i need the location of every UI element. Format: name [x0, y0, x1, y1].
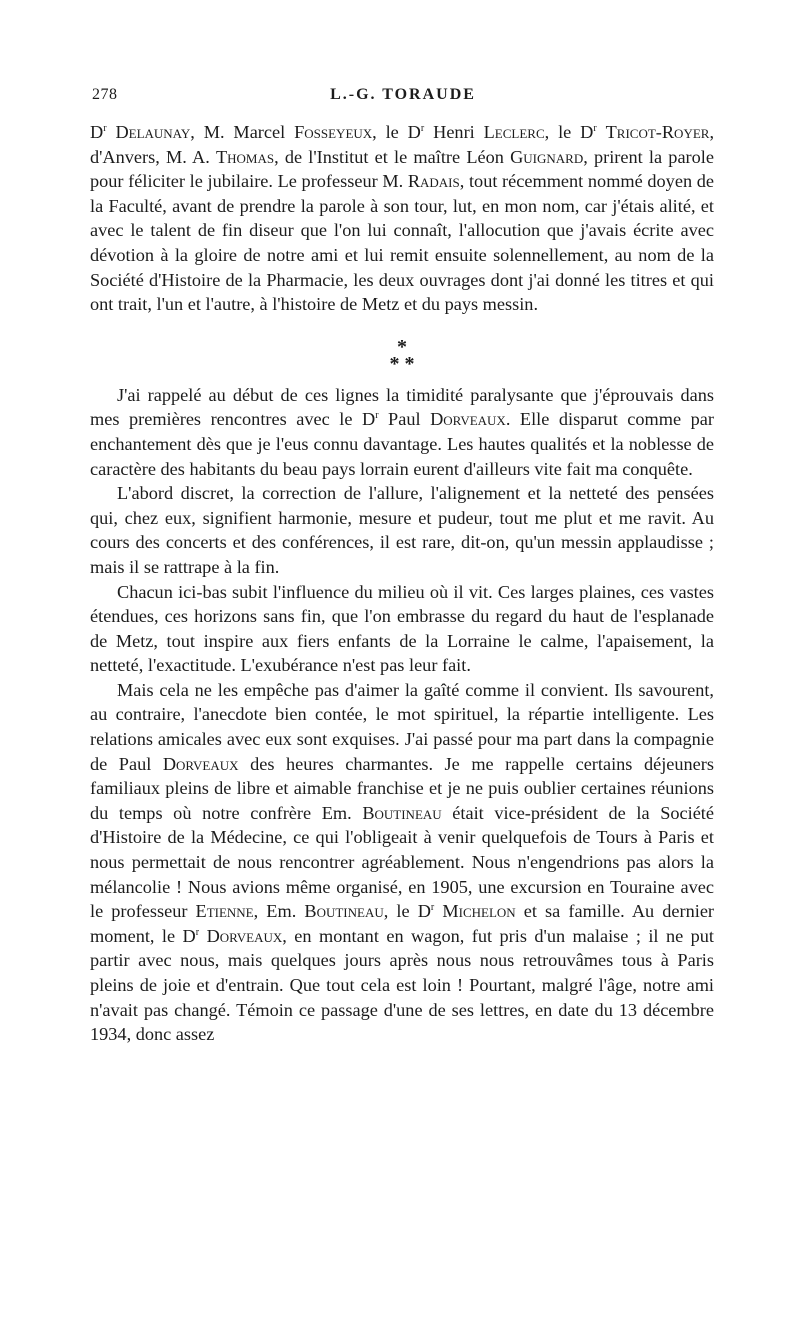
section-break-asterism	[90, 335, 714, 375]
paragraph-1: $D^r$ Delaunay, M. Marcel Fosseyeux, le $D^r$ Henri Leclerc, le $D^r$ Tricot-Royer, d'Anvers, M. A. Thomas, de l'Institut et le maître Léon Guignard, prirent la parole pour féliciter le jubilaire. Le professeur M. Radais, tout récemment nommé doyen de la Faculté, avant de prendre la parole à son tour, lut, en mon nom, car j'étais alité, et avec le talent de fin diseur que l'on lui connaît, l'allocution que j'avais écrite avec dévotion à la gloire de notre ami et lui remit ensuite solennellement, au nom de la Société d'Histoire de la Pharmacie, les deux ouvrages dont j'ai donné les titres et qui ont trait, l'un et l'autre, à l'histoire de Metz et du pays messin.	[90, 122, 715, 315]
paragraph-3: L'abord discret, la correction de l'allure, l'alignement et la netteté des pensées qui, chez eux, signifient harmonie, mesure et pudeur, tout me plut et me ravit. Au cours des concerts et des conférences, il est rare, dit-on, qu'un messin applaudisse ; mais il se rattrape à la fin.	[90, 483, 714, 577]
paragraph-5: Mais cela ne les empêche pas d'aimer la gaîté comme il convient. Ils savourent, au contraire, l'anecdote bien contée, le mot spirituel, la répartie intelligente. Les relations amicales avec eux sont exquises. J'ai passé pour ma part dans la compagnie de Paul Dorveaux des heures charmantes. Je me rappelle certains déjeuners familiaux pleins de libre et aimable franchise et je ne puis oublier certaines réunions du temps où notre confrère Em. Boutineau était vice-président de la Société d'Histoire de la Médecine, ce qui l'obligeait à venir quelquefois de Tours à Paris et nous permettait de nous rencontrer agréablement. Nous n'engendrions pas alors la mélancolie ! Nous avions même organisé, en 1905, une excursion en Touraine avec le professeur Etienne, Em. Boutineau, le $D^r$ Michelon et sa famille. Au dernier moment, le $D^r$ Dorveaux, en montant en wagon, fut pris d'un malaise ; il ne put partir avec nous, mais quelques jours après nous nous retrouvâmes tous à Paris pleins de joie et d'entrain. Que tout cela est loin ! Pourtant, malgré l'âge, notre ami n'avait pas changé. Témoin ce passage d'une de ses lettres, en date du 13 décembre 1934, donc assez	[90, 679, 715, 1045]
page-header	[92, 86, 714, 110]
page-number: 278	[92, 86, 118, 103]
paragraph-2: J'ai rappelé au début de ces lignes la timidité paralysante que j'éprouvais dans mes premières rencontres avec le $D^r$ Paul Dorveaux. Elle disparut comme par enchantement dès que je l'eus connu davantage. Les hautes qualités et la noblesse de caractère des habitants du beau pays lorrain eurent d'ailleurs vite fait ma conquête.	[90, 384, 714, 479]
page-body	[90, 120, 714, 1047]
running-title: L.-G. TORAUDE	[330, 86, 476, 103]
paragraph-4: Chacun ici-bas subit l'influence du milieu où il vit. Ces larges plaines, ces vastes étendues, ces horizons sans fin, que l'on embrasse du regard du haut de l'esplanade de Metz, tout inspire aux fiers enfants de la Lorraine le calme, l'apaisement, la netteté, l'exactitude. L'exubérance n'est pas leur fait.	[90, 581, 714, 676]
asterism-bottom: * *	[389, 352, 415, 375]
asterism-top: *	[397, 335, 407, 358]
